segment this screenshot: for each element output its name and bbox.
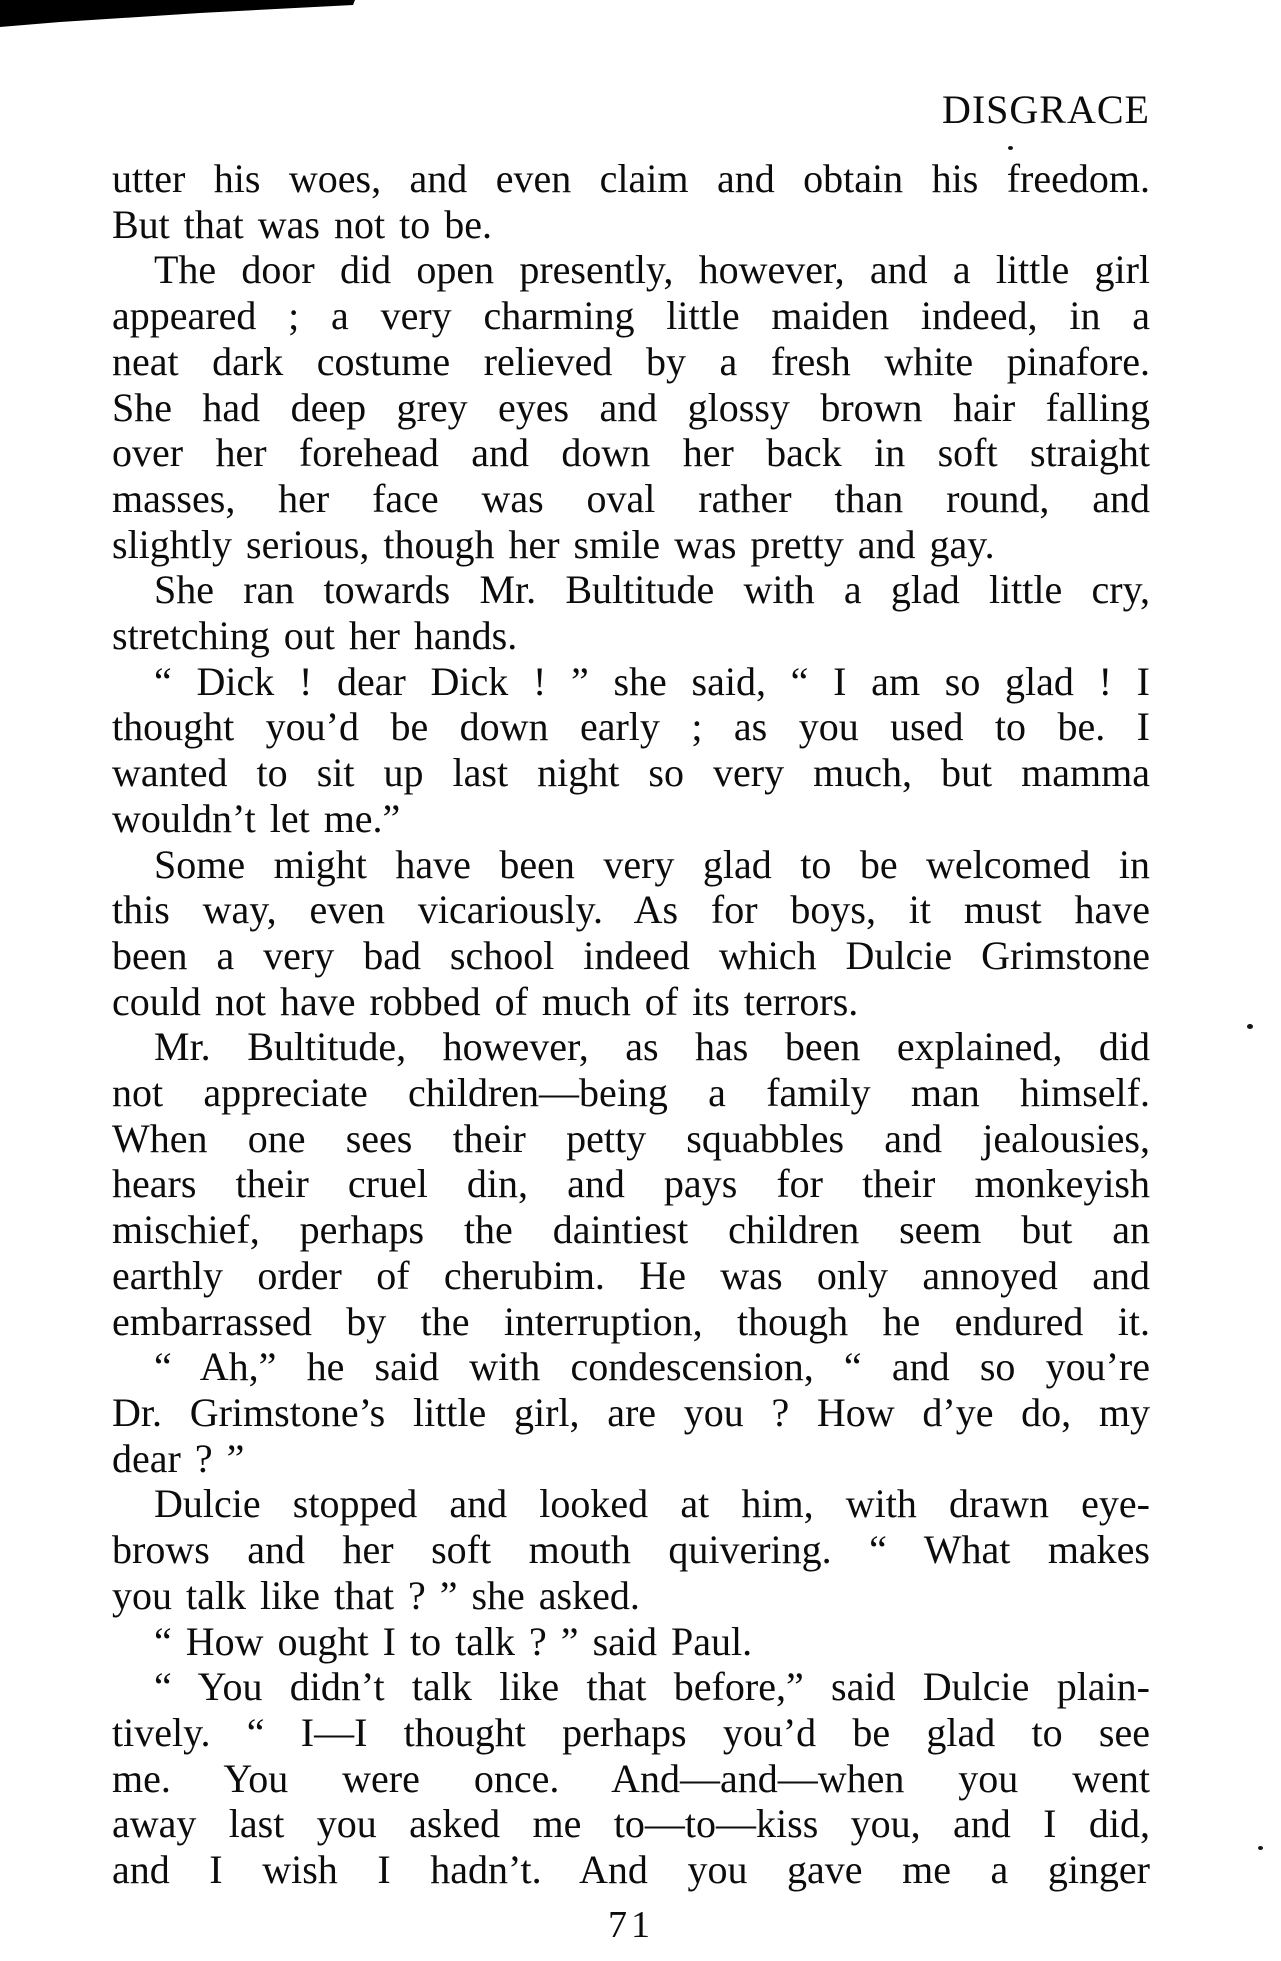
text-line: “ Ah,” he said with condescension, “ and so you’re (154, 1344, 1150, 1390)
text-line: neat dark costume relieved by a fresh white pinafore. (112, 338, 1150, 384)
text-line: Dulcie stopped and looked at him, with drawn eye- (154, 1481, 1150, 1527)
text-line: She ran towards Mr. Bultitude with a glad little cry, (154, 567, 1150, 613)
text-line: mischief, perhaps the daintiest children seem but an (112, 1207, 1150, 1253)
text-line: wanted to sit up last night so very much, but mamma (112, 750, 1150, 796)
page-text (112, 156, 1150, 1893)
paragraph (112, 247, 1150, 567)
text-line: thought you’d be down early ; as you used to be. I (112, 704, 1150, 750)
scan-artifact-wedge (0, 0, 360, 32)
text-line: “ You didn’t talk like that before,” said Dulcie plain- (154, 1664, 1150, 1710)
text-line: been a very bad school indeed which Dulcie Grimstone (112, 932, 1150, 978)
text-line: Mr. Bultitude, however, as has been explained, did (154, 1024, 1150, 1070)
text-line: tively. “ I—I thought perhaps you’d be glad to see (112, 1709, 1150, 1755)
text-line: But that was not to be. (112, 201, 492, 247)
text-line: not appreciate children—being a family man himself. (112, 1070, 1150, 1116)
text-line: embarrassed by the interruption, though he endured it. (112, 1298, 1150, 1344)
text-line: “ Dick ! dear Dick ! ” she said, “ I am so glad ! I (154, 658, 1150, 704)
text-line: and I wish I hadn’t. And you gave me a ginger (112, 1847, 1150, 1893)
text-line: When one sees their petty squabbles and jealousies, (112, 1115, 1150, 1161)
paragraph (112, 659, 1150, 842)
scan-speck (1247, 1024, 1253, 1029)
paragraph (112, 842, 1150, 1025)
paragraph (112, 567, 1150, 658)
text-line: you talk like that ? ” she asked. (112, 1572, 640, 1618)
paragraph (112, 1344, 1150, 1481)
text-line: brows and her soft mouth quivering. “ What makes (112, 1527, 1150, 1573)
text-line: utter his woes, and even claim and obtain his freedom. (112, 156, 1150, 201)
text-line: “ How ought I to talk ? ” said Paul. (154, 1618, 753, 1664)
text-line: over her forehead and down her back in soft straight (112, 430, 1150, 476)
text-line: masses, her face was oval rather than round, and (112, 475, 1150, 521)
text-line: Dr. Grimstone’s little girl, are you ? How d’ye do, my (112, 1389, 1150, 1435)
paragraph (112, 1664, 1150, 1893)
paragraph (112, 1619, 1150, 1665)
text-line: wouldn’t let me.” (112, 795, 401, 841)
text-line: slightly serious, though her smile was pretty and gay. (112, 521, 995, 567)
text-line: hears their cruel din, and pays for their monkeyish (112, 1161, 1150, 1207)
text-line: this way, even vicariously. As for boys, it must have (112, 887, 1150, 933)
scan-speck (1258, 1846, 1263, 1850)
paragraph (112, 1024, 1150, 1344)
page-number: 71 (608, 1904, 654, 1946)
paragraph (112, 1481, 1150, 1618)
text-line: earthly order of cherubim. He was only annoyed and (112, 1252, 1150, 1298)
running-header: DISGRACE (941, 87, 1150, 132)
text-line: away last you asked me to—to—kiss you, and I did, (112, 1801, 1150, 1847)
text-line: dear ? ” (112, 1435, 245, 1481)
text-line: appeared ; a very charming little maiden indeed, in a (112, 293, 1150, 339)
paragraph (112, 156, 1150, 247)
text-line: Some might have been very glad to be welcomed in (154, 841, 1150, 887)
text-line: stretching out her hands. (112, 613, 518, 659)
text-line: me. You were once. And—and—when you went (112, 1755, 1150, 1801)
text-line: The door did open presently, however, and a little girl (154, 247, 1150, 293)
text-line: She had deep grey eyes and glossy brown hair falling (112, 384, 1150, 430)
scan-speck (1008, 146, 1013, 150)
text-line: could not have robbed of much of its terrors. (112, 978, 859, 1024)
